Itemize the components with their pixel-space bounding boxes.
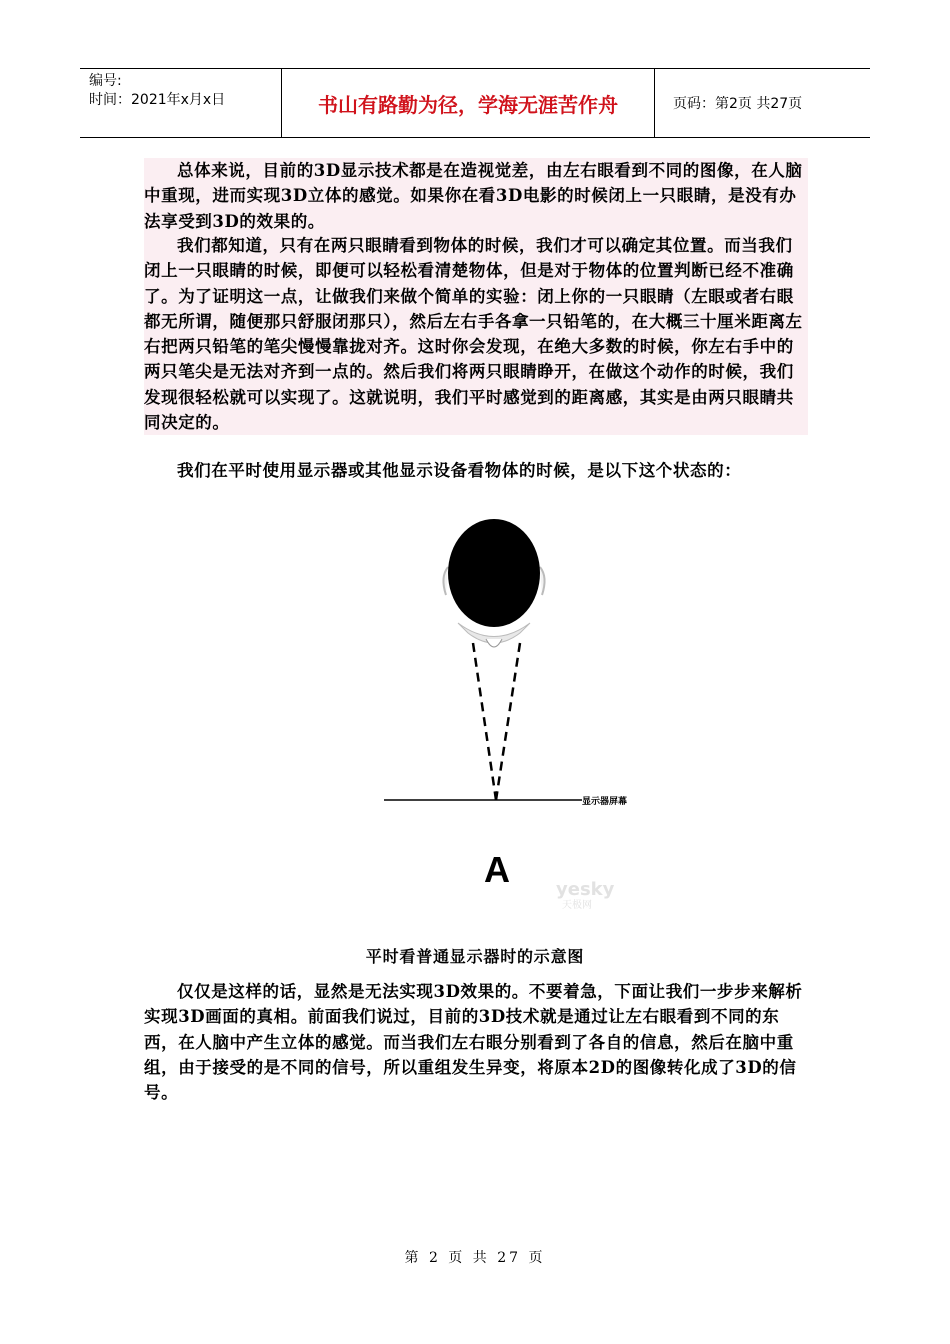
watermark-subtext: 天极网 <box>562 900 592 911</box>
viewing-diagram-svg <box>370 515 650 915</box>
header-motto: 书山有路勤为径，学海无涯苦作舟 <box>282 69 655 137</box>
right-ear-shape <box>540 567 545 595</box>
screen-label: 显示器屏幕 <box>582 797 628 807</box>
left-sight-line <box>473 643 496 800</box>
head-shape <box>448 519 540 627</box>
paragraph-display-state: 我们在平时使用显示器或其他显示设备看物体的时候，是以下这个状态的： <box>177 461 742 480</box>
nose-shape <box>486 639 502 647</box>
watermark-text: yesky <box>556 879 615 900</box>
paragraph-intro: 总体来说，目前的3D显示技术都是在造视觉差，由左右眼看到不同的图像，在人脑中重现，进而实现3D立体的感觉。如果你在看3D电影的时候闭上一只眼睛，是没有办法享受到3D的效果的。 <box>144 158 808 234</box>
header-meta-cell <box>80 69 282 137</box>
page-footer: 第 2 页 共 27 页 <box>404 1250 546 1266</box>
time-label: 时间：2021年x月x日 <box>89 92 226 108</box>
viewing-diagram <box>370 515 650 915</box>
serial-label: 编号: <box>89 73 122 89</box>
figure-caption: 平时看普通显示器时的示意图 <box>365 947 585 966</box>
right-sight-line <box>496 643 520 800</box>
page-code-text: 页码：第2页 共27页 <box>673 96 803 112</box>
header-table <box>80 68 870 138</box>
paragraph-3d-principle: 仅仅是这样的话，显然是无法实现3D效果的。不要着急，下面让我们一步步来解析实现3D画面的真相。前面我们说过，目前的3D技术就是通过让左右眼看到不同的东西，在人脑中产生立体的感觉。而当我们左右眼分别看到了各自的信息，然后在脑中重组，由于接受的是不同的信号，所以重组发生异变，将原本2D的图像转化成了3D的信号。 <box>144 982 803 1103</box>
left-ear-shape <box>443 567 448 595</box>
figure-letter: A <box>484 849 510 890</box>
paragraph-experiment: 我们都知道，只有在两只眼睛看到物体的时候，我们才可以确定其位置。而当我们闭上一只眼睛的时候，即便可以轻松看清楚物体，但是对于物体的位置判断已经不准确了。为了证明这一点，让做我们来做个简单的实验：闭上你的一只眼睛（左眼或者右眼都无所谓，随便那只舒服闭那只），然后左右手各拿一只铅笔的，在大概三十厘米距离左右把两只铅笔的笔尖慢慢靠拢对齐。这时你会发现，在绝大多数的时候，你左右手中的两只笔尖是无法对齐到一点的。然后我们将两只眼睛睁开，在做这个动作的时候，我们发现很轻松就可以实现了。这就说明，我们平时感觉到的距离感，其实是由两只眼睛共同决定的。 <box>144 233 808 435</box>
header-page-code <box>664 69 870 137</box>
